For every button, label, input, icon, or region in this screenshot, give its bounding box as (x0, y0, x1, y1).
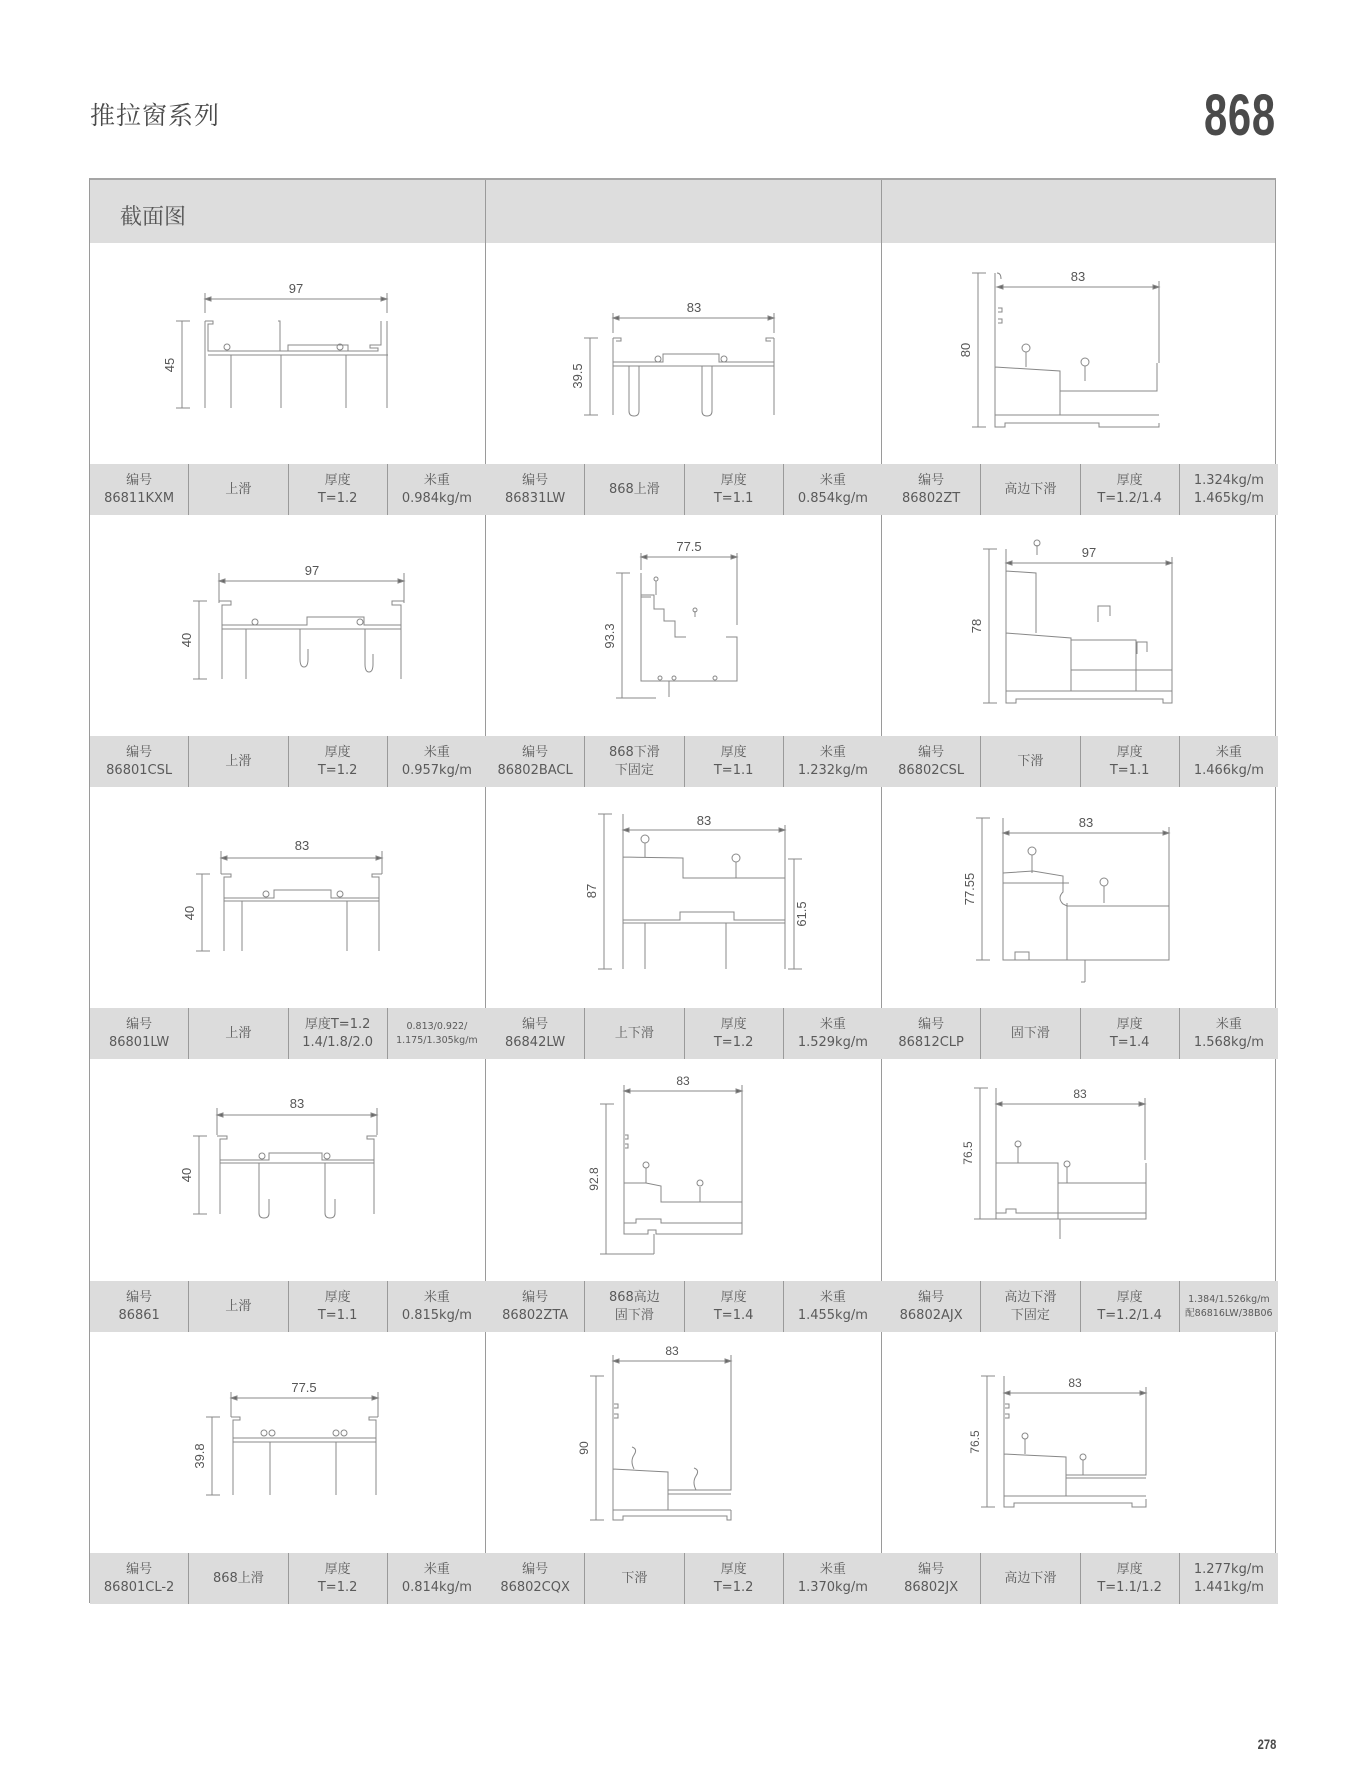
svg-text:40: 40 (179, 1167, 194, 1183)
code-cell: 编号 86801CSL (106, 744, 173, 778)
spec-bar (882, 1553, 1278, 1604)
thickness-cell: 厚度 T=1.2/1.4 (1080, 464, 1179, 515)
name-cell: 高边下滑 (980, 464, 1079, 515)
weight-cell: 0.813/0.922/ 1.175/1.305kg/m (387, 1008, 486, 1059)
svg-text:83: 83 (1078, 815, 1094, 830)
svg-text:83: 83 (665, 1344, 679, 1358)
spec-bar (90, 464, 486, 515)
weight-cell: 米重 1.370kg/m (783, 1553, 882, 1604)
spec-bar (486, 1008, 882, 1059)
code-cell: 编号 86842LW (504, 1016, 566, 1050)
svg-text:92.8: 92.8 (587, 1167, 601, 1191)
section-drawing (486, 243, 882, 464)
section-drawing (486, 515, 882, 736)
thickness-cell: 厚度 T=1.2 (684, 1553, 783, 1604)
spec-bar (90, 736, 486, 787)
thickness-cell: 厚度 T=1.2 (684, 1008, 783, 1059)
svg-text:93.3: 93.3 (602, 623, 617, 649)
table-header (90, 180, 1275, 243)
name-cell: 上滑 (188, 1281, 287, 1332)
section-drawing (882, 243, 1278, 464)
weight-cell: 米重 0.957kg/m (387, 736, 486, 787)
thickness-cell: 厚度 T=1.1 (684, 736, 783, 787)
svg-text:83: 83 (1068, 1376, 1082, 1390)
code-cell: 编号 86802JX (904, 1561, 959, 1595)
name-cell: 上下滑 (584, 1008, 683, 1059)
svg-text:77.55: 77.55 (962, 872, 977, 906)
section-drawing (486, 787, 882, 1008)
weight-cell: 米重 0.984kg/m (387, 464, 486, 515)
series-code: 868 (1204, 83, 1276, 148)
section-drawing (882, 1060, 1278, 1281)
page-number: 278 (1257, 1736, 1276, 1752)
spec-bar (882, 1008, 1278, 1059)
name-cell: 高边下滑 下固定 (980, 1281, 1079, 1332)
name-cell: 高边下滑 (980, 1553, 1079, 1604)
thickness-cell: 厚度 T=1.2 (288, 464, 387, 515)
series-title: 推拉窗系列 (90, 101, 221, 130)
name-cell: 868高边 固下滑 (584, 1281, 683, 1332)
code-cell: 编号 86861 (118, 1289, 160, 1323)
svg-text:78: 78 (969, 618, 984, 634)
weight-cell: 米重 1.232kg/m (783, 736, 882, 787)
svg-text:61.5: 61.5 (794, 901, 809, 927)
weight-cell: 1.324kg/m 1.465kg/m (1179, 464, 1278, 515)
code-cell: 编号 86802AJX (899, 1289, 963, 1323)
svg-text:97: 97 (304, 563, 320, 578)
svg-text:39.8: 39.8 (192, 1443, 207, 1469)
svg-text:97: 97 (288, 281, 304, 296)
thickness-cell: 厚度 T=1.1/1.2 (1080, 1553, 1179, 1604)
thickness-cell: 厚度 T=1.2 (288, 1553, 387, 1604)
code-cell: 编号 86802CQX (500, 1561, 570, 1595)
thickness-cell: 厚度 T=1.1 (288, 1281, 387, 1332)
svg-text:76.5: 76.5 (968, 1430, 982, 1454)
weight-cell: 1.384/1.526kg/m 配86816LW/38B06 (1179, 1281, 1278, 1332)
svg-text:83: 83 (1070, 269, 1086, 284)
name-cell: 868下滑 下固定 (584, 736, 683, 787)
section-drawing (90, 1332, 486, 1553)
spec-bar (486, 464, 882, 515)
name-cell: 下滑 (980, 736, 1079, 787)
svg-text:83: 83 (686, 300, 702, 315)
code-cell: 编号 86802BACL (497, 744, 573, 778)
spec-bar (90, 1008, 486, 1059)
spec-bar (486, 736, 882, 787)
svg-text:87: 87 (584, 883, 599, 899)
name-cell: 下滑 (584, 1553, 683, 1604)
svg-text:97: 97 (1081, 545, 1097, 560)
svg-text:77.5: 77.5 (291, 1380, 317, 1395)
thickness-cell: 厚度 T=1.2/1.4 (1080, 1281, 1179, 1332)
section-drawing (90, 515, 486, 736)
svg-text:40: 40 (179, 632, 194, 648)
profile-table (89, 178, 1276, 1603)
section-drawing (882, 1332, 1278, 1553)
weight-cell: 1.277kg/m 1.441kg/m (1179, 1553, 1278, 1604)
name-cell: 868上滑 (188, 1553, 287, 1604)
name-cell: 868上滑 (584, 464, 683, 515)
thickness-cell: 厚度T=1.2 1.4/1.8/2.0 (288, 1008, 387, 1059)
thickness-cell: 厚度 T=1.4 (684, 1281, 783, 1332)
svg-text:83: 83 (1073, 1087, 1087, 1101)
spec-bar (90, 1553, 486, 1604)
svg-text:77.5: 77.5 (676, 539, 702, 554)
section-drawing (90, 1060, 486, 1281)
section-drawing (486, 1060, 882, 1281)
section-drawing (882, 515, 1278, 736)
svg-text:80: 80 (958, 342, 973, 358)
section-drawing (882, 787, 1278, 1008)
name-cell: 上滑 (188, 1008, 287, 1059)
svg-text:76.5: 76.5 (961, 1141, 975, 1165)
spec-bar (882, 736, 1278, 787)
code-cell: 编号 86801LW (108, 1016, 170, 1050)
name-cell: 固下滑 (980, 1008, 1079, 1059)
spec-bar (882, 1281, 1278, 1332)
section-drawing (90, 787, 486, 1008)
weight-cell: 米重 1.466kg/m (1179, 736, 1278, 787)
weight-cell: 米重 0.814kg/m (387, 1553, 486, 1604)
section-drawing-label: 截面图 (120, 205, 187, 230)
code-cell: 编号 86801CL-2 (103, 1561, 175, 1595)
name-cell: 上滑 (188, 464, 287, 515)
code-cell: 编号 86802ZTA (502, 1289, 569, 1323)
thickness-cell: 厚度 T=1.4 (1080, 1008, 1179, 1059)
code-cell: 编号 86802CSL (898, 744, 965, 778)
svg-text:45: 45 (162, 357, 177, 373)
name-cell: 上滑 (188, 736, 287, 787)
spec-bar (882, 464, 1278, 515)
code-cell: 编号 86812CLP (898, 1016, 964, 1050)
svg-text:83: 83 (294, 838, 310, 853)
thickness-cell: 厚度 T=1.1 (1080, 736, 1179, 787)
thickness-cell: 厚度 T=1.1 (684, 464, 783, 515)
spec-bar (486, 1281, 882, 1332)
weight-cell: 米重 1.568kg/m (1179, 1008, 1278, 1059)
svg-text:90: 90 (577, 1441, 591, 1455)
spec-bar (486, 1553, 882, 1604)
code-cell: 编号 86831LW (504, 472, 566, 506)
svg-text:83: 83 (676, 1074, 690, 1088)
section-drawing (486, 1332, 882, 1553)
weight-cell: 米重 0.854kg/m (783, 464, 882, 515)
weight-cell: 米重 1.455kg/m (783, 1281, 882, 1332)
weight-cell: 米重 0.815kg/m (387, 1281, 486, 1332)
code-cell: 编号 86811KXM (104, 472, 175, 506)
thickness-cell: 厚度 T=1.2 (288, 736, 387, 787)
svg-text:83: 83 (696, 813, 712, 828)
svg-text:83: 83 (289, 1096, 305, 1111)
svg-text:40: 40 (182, 905, 197, 921)
spec-bar (90, 1281, 486, 1332)
section-drawing (90, 243, 486, 464)
code-cell: 编号 86802ZT (902, 472, 961, 506)
svg-text:39.5: 39.5 (570, 363, 585, 389)
weight-cell: 米重 1.529kg/m (783, 1008, 882, 1059)
